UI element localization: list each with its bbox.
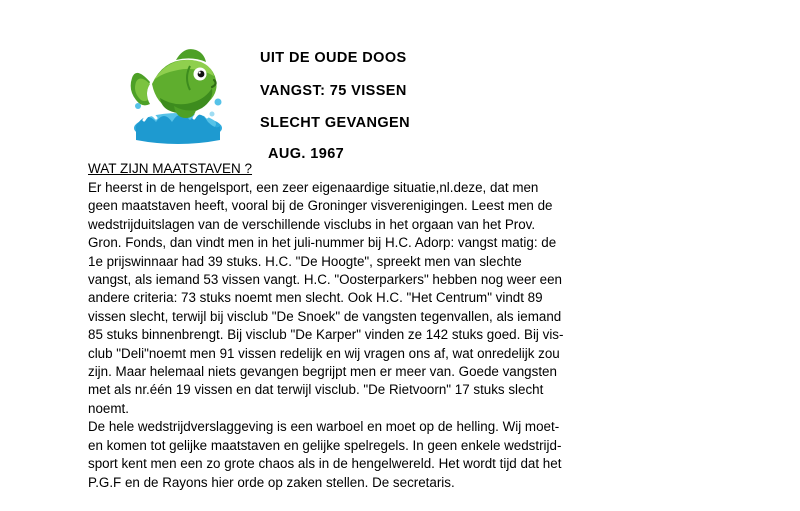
article-header	[130, 36, 550, 162]
article-body	[88, 160, 713, 492]
paragraph-line: Gron. Fonds, dan vindt men in het juli-nummer bij H.C. Adorp: vangst matig: de	[88, 235, 557, 251]
paragraph-line: sport kent men een zo grote chaos als in de hengelwereld. Het wordt tijd dat het	[88, 456, 562, 472]
article-paragraph-1	[88, 179, 713, 418]
paragraph-line: vissen slecht, terwijl bij visclub "De Snoek" de vangsten tegenvallen, als iemand	[88, 308, 562, 324]
paragraph-line: club "Deli"noemt men 91 vissen redelijk en wij vragen ons af, wat onredelijk zou	[88, 345, 560, 361]
article-paragraph-2	[88, 418, 713, 492]
header-line-2: VANGST: 75 VISSEN	[260, 83, 407, 99]
paragraph-line: andere criteria: 73 stuks noemt men slecht. Ook H.C. "Het Centrum" vindt 89	[88, 290, 543, 306]
paragraph-line: vangst, als iemand 53 vissen vangt. H.C. "Oosterparkers" hebben nog weer een	[88, 272, 562, 288]
paragraph-line: wedstrijduitslagen van de verschillende visclubs in het orgaan van het Prov.	[88, 216, 536, 232]
header-line-3: SLECHT GEVANGEN	[260, 115, 410, 131]
paragraph-line: Er heerst in de hengelsport, een zeer eigenaardige situatie,nl.deze, dat men	[88, 180, 539, 195]
paragraph-line: 85 stuks binnenbrengt. Bij visclub "De Karper" vinden ze 142 stuks goed. Bij vis-	[88, 327, 564, 343]
article-title: WAT ZIJN MAATSTAVEN ?	[88, 161, 253, 176]
paragraph-line: en komen tot gelijke maatstaven en gelijke spelregels. In geen enkele wedstrijd-	[88, 437, 562, 453]
header-line-1: UIT DE OUDE DOOS	[260, 50, 407, 66]
paragraph-line: noemt.	[88, 400, 129, 416]
paragraph-line: zijn. Maar helemaal niets gevangen begrijpt men er meer van. Goede vangsten	[88, 364, 557, 380]
paragraph-line: P.G.F en de Rayons hier orde op zaken stellen. De secretaris.	[88, 474, 455, 490]
header-line-4: AUG. 1967	[268, 146, 345, 162]
paragraph-line: geen maatstaven heeft, vooral bij de Groninger visverenigingen. Leest men de	[88, 198, 553, 214]
paragraph-line: 1e prijswinnaar had 39 stuks. H.C. "De Hoogte", spreekt men van slechte	[88, 253, 522, 269]
paragraph-line: De hele wedstrijdverslaggeving is een warboel en moet op de helling. Wij moet-	[88, 419, 560, 435]
fish-leaping-from-water-icon	[130, 36, 226, 146]
paragraph-line: met als nr.één 19 vissen en dat terwijl visclub. "De Rietvoorn" 17 stuks slecht	[88, 382, 544, 398]
